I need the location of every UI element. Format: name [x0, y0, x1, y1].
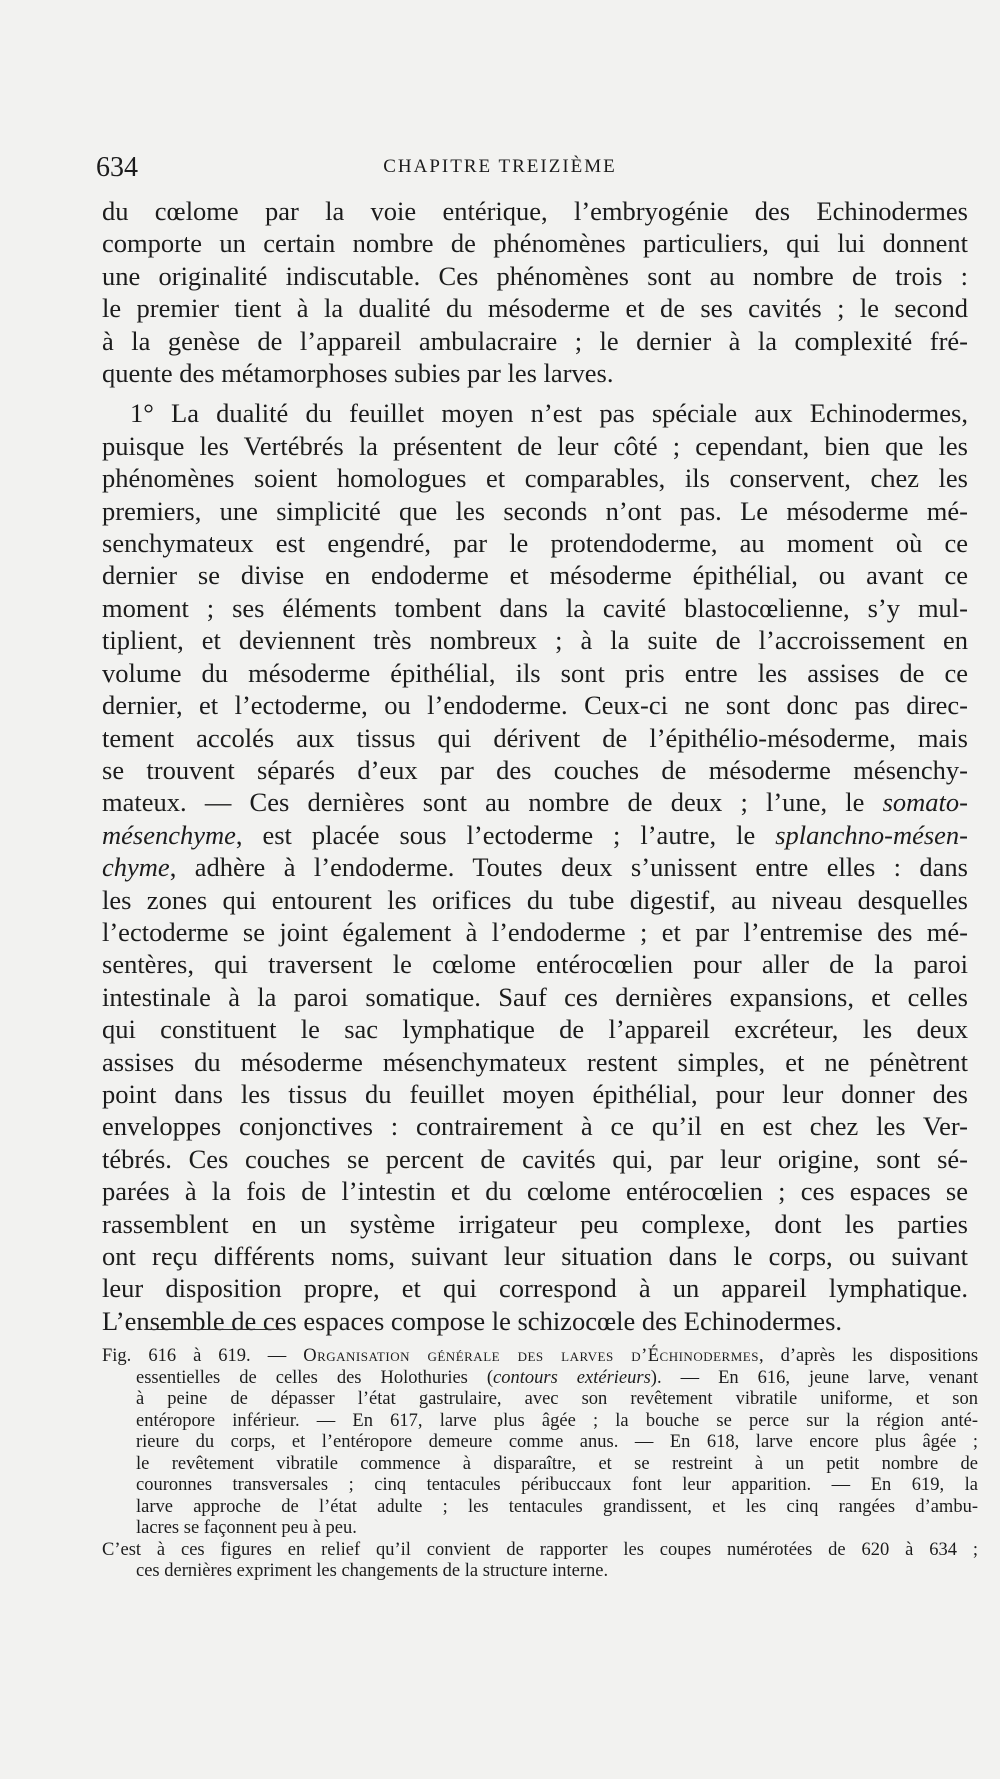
- text-line: enveloppes conjonctives : contrairement à ce qu’il en est chez les Ver-: [102, 1111, 968, 1142]
- text-span: mateux. — Ces dernières sont au nombre de deux ; l’une, le: [102, 787, 883, 818]
- text-line: le premier tient à la dualité du mésoderme et de ses cavités ; le second: [102, 293, 968, 324]
- text-line: senchymateux est engendré, par le protendoderme, au moment où ce: [102, 528, 968, 559]
- text-span: essentielles de celles des Holothuries (: [136, 1367, 494, 1388]
- text-line: 1° La dualité du feuillet moyen n’est pas spéciale aux Echinodermes,: [130, 398, 968, 429]
- italic-term: somato-: [882, 787, 968, 818]
- footnote-divider: [145, 1329, 285, 1330]
- text-line: tiplient, et deviennent très nombreux ; à la suite de l’accroissement en: [102, 625, 968, 656]
- caption-line: [102, 1368, 978, 1390]
- text-line: une originalité indiscutable. Ces phénomènes sont au nombre de trois :: [102, 260, 968, 291]
- italic-term: contours extérieurs: [493, 1367, 651, 1388]
- caption-line: ces dernières expriment les changements de la structure interne.: [136, 1561, 609, 1581]
- text-line: [102, 851, 968, 883]
- text-line: tébrés. Ces couches se percent de cavités qui, par leur origine, sont sé-: [102, 1143, 968, 1174]
- caption-line: rieure du corps, et l’entéropore demeure comme anus. — En 618, larve encore plus âgée ;: [136, 1432, 978, 1452]
- text-line: tement accolés aux tissus qui dérivent de l’épithélio-mésoderme, mais: [102, 722, 968, 753]
- text-line: du cœlome par la voie entérique, l’embryogénie des Echinodermes: [102, 196, 968, 226]
- text-span: , d’après les dispositions: [758, 1346, 979, 1366]
- text-line: quente des métamorphoses subies par les larves.: [102, 358, 614, 389]
- main-text: [102, 195, 968, 1337]
- text-line: moment ; ses éléments tombent dans la cavité blastocœlienne, s’y mul-: [102, 592, 968, 623]
- caption-label: Fig. 616 à 619. —: [102, 1346, 304, 1366]
- text-line: se trouvent séparés d’eux par des couches de mésoderme mésenchy-: [102, 754, 968, 785]
- paragraph-2: [102, 397, 968, 1337]
- caption-line: lacres se façonnent peu à peu.: [136, 1518, 357, 1538]
- caption-line: C’est à ces figures en relief qu’il convient de rapporter les coupes numérotées de 620 à 634 ;: [102, 1539, 978, 1560]
- text-line: comporte un certain nombre de phénomènes particuliers, qui lui donnent: [102, 228, 968, 259]
- page-number: 634: [96, 152, 138, 183]
- text-line: dernier se divise en endoderme et mésoderme épithélial, ou avant ce: [102, 560, 968, 591]
- text-line: parées à la fois de l’intestin et du cœlome entérocœlien ; ces espaces se: [102, 1176, 968, 1207]
- text-line: dernier, et l’ectoderme, ou l’endoderme. Ceux-ci ne sont donc pas direc-: [102, 690, 968, 721]
- text-line: qui constituent le sac lymphatique de l’appareil excréteur, les deux: [102, 1014, 968, 1045]
- figure-caption: [102, 1346, 978, 1583]
- text-line: à la genèse de l’appareil ambulacraire ; le dernier à la complexité fré-: [102, 325, 968, 356]
- text-line: les zones qui entourent les orifices du tube digestif, au niveau desquelles: [102, 884, 968, 915]
- italic-term: chyme: [102, 852, 170, 883]
- text-line: [102, 819, 968, 851]
- text-line: premiers, une simplicité que les seconds n’ont pas. Le mésoderme mé-: [102, 495, 968, 526]
- text-line: sentères, qui traversent le cœlome entérocœlien pour aller de la paroi: [102, 949, 968, 980]
- italic-term: splanchno-mésen-: [775, 819, 968, 850]
- text-line: phénomènes soient homologues et comparables, ils conservent, chez les: [102, 463, 968, 494]
- text-line: ont reçu différents noms, suivant leur situation dans le corps, ou suivant: [102, 1241, 968, 1271]
- text-line: assises du mésoderme mésenchymateux restent simples, et ne pénètrent: [102, 1046, 968, 1077]
- text-line: [102, 786, 968, 818]
- text-line: rassemblent en un système irrigateur peu complexe, dont les parties: [102, 1208, 968, 1239]
- text-line: point dans les tissus du feuillet moyen épithélial, pour leur donner des: [102, 1078, 968, 1109]
- caption-line: larve approche de l’état adulte ; les tentacules grandissent, et les cinq rangées d’ambu-: [136, 1496, 978, 1517]
- text-line: intestinale à la paroi somatique. Sauf ces dernières expansions, et celles: [102, 981, 968, 1012]
- text-span: , adhère à l’endoderme. Toutes deux s’unissent entre elles : dans: [169, 852, 968, 883]
- text-line: leur disposition propre, et qui correspond à un appareil lymphatique.: [102, 1273, 968, 1304]
- italic-term: mésenchyme: [102, 819, 236, 850]
- caption-line: le revêtement vibratile commence à disparaître, et se restreint à un petit nombre de: [136, 1453, 978, 1474]
- caption-line: couronnes transversales ; cinq tentacules péribuccaux font leur apparition. — En 619, la: [136, 1475, 978, 1495]
- caption-title: Organisation générale des larves d’Échinodermes: [303, 1346, 759, 1366]
- text-line: puisque les Vertébrés la présentent de leur côté ; cependant, bien que les: [102, 430, 968, 461]
- text-line: volume du mésoderme épithélial, ils sont pris entre les assises de ce: [102, 657, 968, 688]
- caption-line: à peine de dépasser l’état gastrulaire, avec son revêtement vibratile uniforme, et son: [136, 1389, 978, 1409]
- text-span: ). — En 616, jeune larve, venant: [650, 1367, 979, 1388]
- text-span: , est placée sous l’ectoderme ; l’autre, le: [235, 819, 776, 850]
- paragraph-1: [102, 195, 968, 389]
- caption-line: entéropore inférieur. — En 617, larve plus âgée ; la bouche se perce sur la région anté-: [136, 1410, 978, 1431]
- running-title: CHAPITRE TREIZIÈME: [383, 156, 617, 177]
- caption-line: [102, 1346, 978, 1368]
- text-line: l’ectoderme se joint également à l’endoderme ; et par l’entremise des mé-: [102, 916, 968, 947]
- text-line: L’ensemble de ces espaces compose le schizocœle des Echinodermes.: [102, 1305, 843, 1336]
